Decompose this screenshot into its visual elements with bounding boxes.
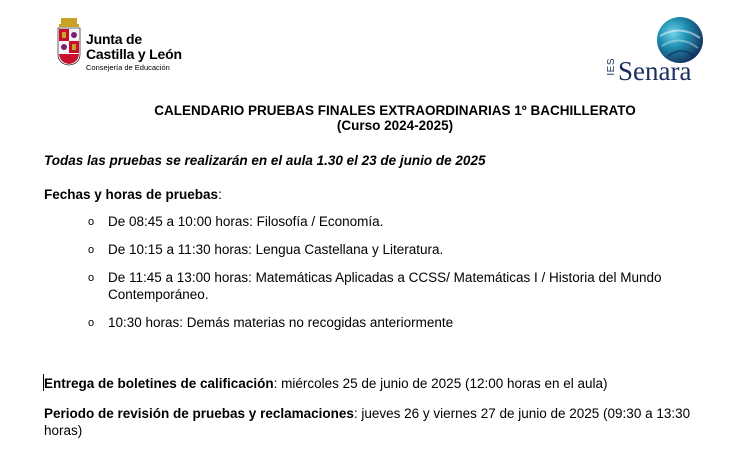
document-title: CALENDARIO PRUEBAS FINALES EXTRAORDINARIAS 1º BACHILLERATO [154,103,636,118]
list-item [88,241,728,258]
logo-line-consejeria: Consejería de Educación [86,63,170,72]
boletines-text: : miércoles 25 de junio de 2025 (12:00 horas en el aula) [273,376,608,391]
circle-bullet-icon: o [88,244,95,256]
list-item-text: 10:30 horas: Demás materias no recogidas anteriormente [108,315,454,330]
document-subtitle: (Curso 2024-2025) [336,118,454,133]
exam-schedule-list [88,213,728,331]
logo-line-castilla: Castilla y León [86,46,182,62]
list-item [88,213,728,230]
junta-castilla-leon-logo [56,16,196,78]
fechas-label: Fechas y horas de pruebas [44,187,219,202]
logo-line-junta: Junta de [86,31,142,47]
intro-statement: Todas las pruebas se realizarán en el aula 1.30 el 23 de junio de 2025 [44,153,486,168]
logo-ies-label: IES [606,58,617,76]
ies-senara-logo [604,16,708,86]
revision-text: : jueves 26 y viernes 27 de junio de 2025 (09:30 a 13:30 horas) [44,406,691,438]
circle-bullet-icon: o [88,317,95,329]
boletines-label: Entrega de boletines de calificación [44,376,274,391]
list-item-text: De 10:15 a 11:30 horas: Lengua Castellana y Literatura. [108,242,444,257]
fechas-colon: : [218,187,222,202]
circle-bullet-icon: o [88,272,95,284]
revision-label: Periodo de revisión de pruebas y reclamaciones [44,406,354,421]
list-item [88,269,728,303]
boletines-paragraph [44,375,608,392]
list-item-text: De 08:45 a 10:00 horas: Filosofía / Economía. [108,214,384,229]
logo-senara-name: Senara [618,56,692,86]
coat-of-arms-icon [56,18,82,66]
list-item [88,314,728,331]
fechas-heading [44,186,222,203]
list-item-text: De 11:45 a 13:00 horas: Matemáticas Aplicadas a CCSS/ Matemáticas I / Historia del Mundo Contemporáneo. [108,270,662,302]
circle-bullet-icon: o [88,216,95,228]
revision-paragraph [44,405,724,439]
